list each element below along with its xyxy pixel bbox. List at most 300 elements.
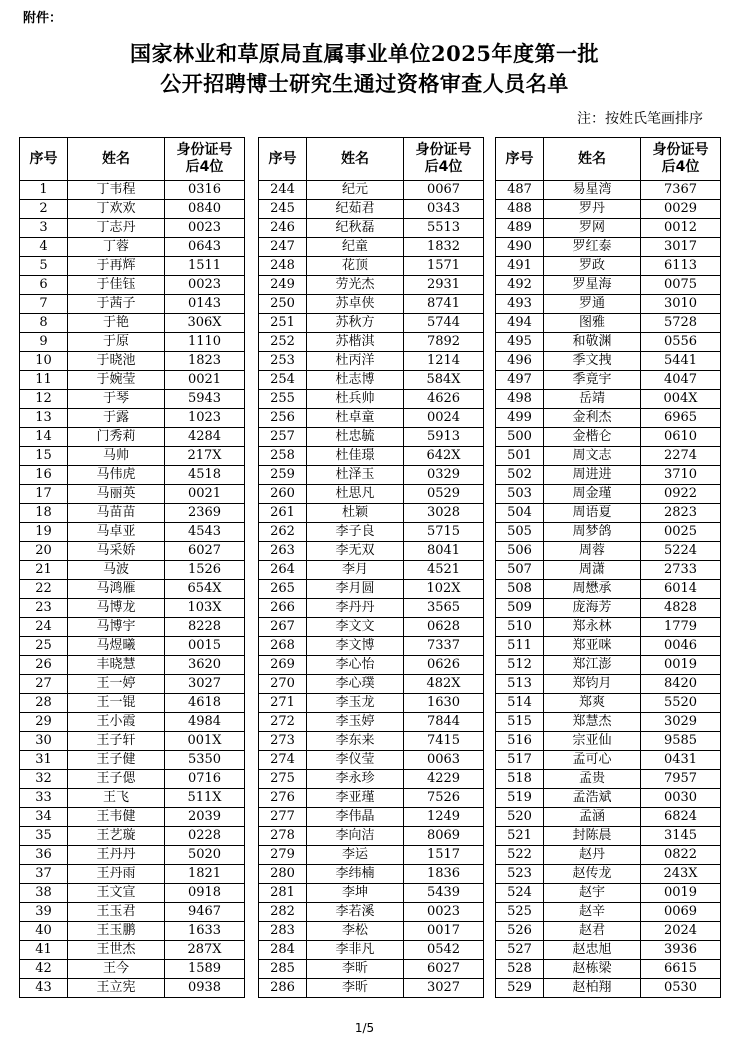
table-row (259, 219, 484, 238)
cell-id: 0626 (404, 656, 484, 675)
cell-name: 罗通 (544, 295, 641, 314)
cell-seq: 37 (20, 865, 68, 884)
table-row (496, 960, 721, 979)
table-row (20, 561, 245, 580)
cell-name: 周进进 (544, 466, 641, 485)
cell-name: 赵柏翔 (544, 979, 641, 998)
cell-name: 纪秋磊 (307, 219, 404, 238)
cell-name: 王立宪 (68, 979, 165, 998)
cell-name: 王小霞 (68, 713, 165, 732)
cell-name: 金楷仑 (544, 428, 641, 447)
cell-id: 0067 (404, 181, 484, 200)
cell-name: 李运 (307, 846, 404, 865)
cell-id: 0019 (641, 656, 721, 675)
table-row (496, 846, 721, 865)
table-row (259, 865, 484, 884)
cell-id: 1836 (404, 865, 484, 884)
cell-seq: 269 (259, 656, 307, 675)
cell-seq: 488 (496, 200, 544, 219)
cell-name: 周懋承 (544, 580, 641, 599)
cell-seq: 25 (20, 637, 68, 656)
cell-seq: 244 (259, 181, 307, 200)
cell-seq: 262 (259, 523, 307, 542)
cell-name: 杜思凡 (307, 485, 404, 504)
table-row (259, 884, 484, 903)
cell-name: 李子良 (307, 523, 404, 542)
cell-name: 赵宇 (544, 884, 641, 903)
cell-name: 罗政 (544, 257, 641, 276)
table-row (259, 295, 484, 314)
cell-seq: 502 (496, 466, 544, 485)
table-row (496, 276, 721, 295)
cell-seq: 489 (496, 219, 544, 238)
table-row (496, 713, 721, 732)
cell-id: 0228 (165, 827, 245, 846)
table-row (259, 238, 484, 257)
table-row (259, 428, 484, 447)
cell-id: 3936 (641, 941, 721, 960)
table-row (20, 523, 245, 542)
cell-seq: 33 (20, 789, 68, 808)
cell-id: 5439 (404, 884, 484, 903)
cell-name: 马采娇 (68, 542, 165, 561)
table-row (259, 561, 484, 580)
cell-id: 6965 (641, 409, 721, 428)
cell-id: 0431 (641, 751, 721, 770)
table-row (496, 884, 721, 903)
cell-id: 1110 (165, 333, 245, 352)
table-row (20, 295, 245, 314)
cell-seq: 529 (496, 979, 544, 998)
cell-seq: 281 (259, 884, 307, 903)
cell-id: 4626 (404, 390, 484, 409)
cell-seq: 263 (259, 542, 307, 561)
cell-name: 李伟晶 (307, 808, 404, 827)
cell-seq: 493 (496, 295, 544, 314)
table-row (496, 751, 721, 770)
header-id (404, 138, 484, 181)
cell-id: 1630 (404, 694, 484, 713)
cell-name: 杜颖 (307, 504, 404, 523)
cell-name: 李玉龙 (307, 694, 404, 713)
cell-seq: 504 (496, 504, 544, 523)
cell-id: 0643 (165, 238, 245, 257)
header-id (641, 138, 721, 181)
header-id-text: 身份证号后4位 (652, 142, 709, 175)
table-row (20, 257, 245, 276)
cell-id: 0025 (641, 523, 721, 542)
table-row (20, 827, 245, 846)
cell-id: 6113 (641, 257, 721, 276)
table-row (20, 637, 245, 656)
table-row (259, 390, 484, 409)
cell-id: 5728 (641, 314, 721, 333)
cell-id: 8069 (404, 827, 484, 846)
cell-name: 李若溪 (307, 903, 404, 922)
table-row (259, 314, 484, 333)
cell-seq: 18 (20, 504, 68, 523)
cell-name: 周蓉 (544, 542, 641, 561)
cell-seq: 30 (20, 732, 68, 751)
cell-name: 李仪莹 (307, 751, 404, 770)
table-row (259, 960, 484, 979)
cell-seq: 9 (20, 333, 68, 352)
cell-name: 孟可心 (544, 751, 641, 770)
cell-id: 6027 (165, 542, 245, 561)
cell-name: 郑钧月 (544, 675, 641, 694)
cell-name: 郑亚咪 (544, 637, 641, 656)
table-row (259, 979, 484, 998)
table-row (259, 580, 484, 599)
table-row (20, 200, 245, 219)
cell-seq: 520 (496, 808, 544, 827)
cell-name: 赵君 (544, 922, 641, 941)
cell-name: 罗网 (544, 219, 641, 238)
cell-id: 584X (404, 371, 484, 390)
cell-id: 6615 (641, 960, 721, 979)
cell-name: 丁志丹 (68, 219, 165, 238)
cell-name: 杜佳璟 (307, 447, 404, 466)
roster-table-1 (19, 137, 245, 998)
table-row (496, 352, 721, 371)
cell-name: 周语夏 (544, 504, 641, 523)
cell-id: 642X (404, 447, 484, 466)
table-row (259, 485, 484, 504)
cell-id: 0918 (165, 884, 245, 903)
cell-id: 217X (165, 447, 245, 466)
cell-id: 7892 (404, 333, 484, 352)
cell-seq: 513 (496, 675, 544, 694)
cell-name: 李坤 (307, 884, 404, 903)
cell-id: 1249 (404, 808, 484, 827)
cell-seq: 503 (496, 485, 544, 504)
cell-seq: 270 (259, 675, 307, 694)
cell-seq: 43 (20, 979, 68, 998)
cell-id: 0075 (641, 276, 721, 295)
cell-seq: 280 (259, 865, 307, 884)
table-row (259, 352, 484, 371)
cell-id: 7415 (404, 732, 484, 751)
table-row (20, 504, 245, 523)
cell-name: 罗红泰 (544, 238, 641, 257)
header-name: 姓名 (544, 138, 641, 181)
table-row (496, 466, 721, 485)
cell-id: 1517 (404, 846, 484, 865)
cell-seq: 38 (20, 884, 68, 903)
header-seq: 序号 (20, 138, 68, 181)
header-id-text: 身份证号后4位 (176, 142, 233, 175)
cell-id: 0840 (165, 200, 245, 219)
table-row (20, 922, 245, 941)
table-row (496, 789, 721, 808)
document-title-line2: 公开招聘博士研究生通过资格审查人员名单 (160, 71, 569, 96)
cell-name: 赵传龙 (544, 865, 641, 884)
cell-seq: 248 (259, 257, 307, 276)
cell-name: 纪元 (307, 181, 404, 200)
cell-name: 于艳 (68, 314, 165, 333)
sort-note: 注：按姓氏笔画排序 (577, 111, 703, 127)
table-row (259, 922, 484, 941)
table-row (259, 827, 484, 846)
cell-name: 于再辉 (68, 257, 165, 276)
cell-name: 王艺璇 (68, 827, 165, 846)
header-id-text: 身份证号后4位 (415, 142, 472, 175)
table-row (496, 732, 721, 751)
table-row (259, 466, 484, 485)
table-row (259, 808, 484, 827)
table-row (259, 732, 484, 751)
table-row (20, 181, 245, 200)
cell-seq: 251 (259, 314, 307, 333)
table-row (259, 713, 484, 732)
cell-id: 4618 (165, 694, 245, 713)
table-row (496, 238, 721, 257)
cell-seq: 508 (496, 580, 544, 599)
cell-seq: 17 (20, 485, 68, 504)
cell-seq: 8 (20, 314, 68, 333)
table-row (20, 770, 245, 789)
cell-name: 杜忠毓 (307, 428, 404, 447)
table-row (259, 257, 484, 276)
table-row (20, 428, 245, 447)
cell-seq: 6 (20, 276, 68, 295)
cell-id: 2274 (641, 447, 721, 466)
cell-name: 丁韦程 (68, 181, 165, 200)
cell-name: 于茜子 (68, 295, 165, 314)
cell-seq: 254 (259, 371, 307, 390)
cell-seq: 267 (259, 618, 307, 637)
cell-name: 王子偲 (68, 770, 165, 789)
header-name: 姓名 (68, 138, 165, 181)
cell-seq: 39 (20, 903, 68, 922)
cell-name: 孟浩斌 (544, 789, 641, 808)
cell-id: 103X (165, 599, 245, 618)
cell-id: 1511 (165, 257, 245, 276)
table-row (259, 599, 484, 618)
table-row (496, 770, 721, 789)
table-row (20, 352, 245, 371)
table-row (496, 219, 721, 238)
table-row (259, 694, 484, 713)
cell-name: 于露 (68, 409, 165, 428)
cell-name: 周潇 (544, 561, 641, 580)
table-row (20, 675, 245, 694)
cell-id: 7367 (641, 181, 721, 200)
cell-seq: 277 (259, 808, 307, 827)
cell-id: 3565 (404, 599, 484, 618)
table-row (20, 884, 245, 903)
cell-id: 1821 (165, 865, 245, 884)
cell-seq: 516 (496, 732, 544, 751)
cell-name: 李玉婷 (307, 713, 404, 732)
cell-seq: 250 (259, 295, 307, 314)
cell-seq: 22 (20, 580, 68, 599)
table-row (20, 903, 245, 922)
cell-name: 苏卓侠 (307, 295, 404, 314)
cell-seq: 278 (259, 827, 307, 846)
cell-seq: 514 (496, 694, 544, 713)
cell-id: 0610 (641, 428, 721, 447)
cell-name: 王玉君 (68, 903, 165, 922)
table-row (496, 599, 721, 618)
table-row (20, 732, 245, 751)
cell-id: 0716 (165, 770, 245, 789)
cell-seq: 11 (20, 371, 68, 390)
cell-name: 花顶 (307, 257, 404, 276)
cell-id: 7337 (404, 637, 484, 656)
cell-id: 4828 (641, 599, 721, 618)
cell-seq: 264 (259, 561, 307, 580)
cell-id: 0029 (641, 200, 721, 219)
cell-id: 4229 (404, 770, 484, 789)
cell-seq: 259 (259, 466, 307, 485)
cell-name: 周金瑾 (544, 485, 641, 504)
cell-id: 1633 (165, 922, 245, 941)
cell-name: 王一锟 (68, 694, 165, 713)
cell-name: 李纬楠 (307, 865, 404, 884)
roster-table-2 (258, 137, 484, 998)
table-row (20, 409, 245, 428)
cell-name: 赵忠旭 (544, 941, 641, 960)
table-row (20, 447, 245, 466)
cell-name: 马丽英 (68, 485, 165, 504)
table-row (20, 694, 245, 713)
cell-name: 庞海芳 (544, 599, 641, 618)
table-row (20, 238, 245, 257)
cell-id: 7844 (404, 713, 484, 732)
cell-seq: 497 (496, 371, 544, 390)
table-row (259, 333, 484, 352)
cell-name: 李文博 (307, 637, 404, 656)
table-row (20, 979, 245, 998)
cell-id: 3010 (641, 295, 721, 314)
cell-id: 287X (165, 941, 245, 960)
cell-id: 8420 (641, 675, 721, 694)
table-row (259, 504, 484, 523)
cell-id: 7957 (641, 770, 721, 789)
table-row (496, 295, 721, 314)
cell-id: 4518 (165, 466, 245, 485)
cell-seq: 260 (259, 485, 307, 504)
cell-seq: 509 (496, 599, 544, 618)
cell-name: 王飞 (68, 789, 165, 808)
table-row (496, 903, 721, 922)
cell-id: 0019 (641, 884, 721, 903)
table-row (20, 466, 245, 485)
cell-name: 王世杰 (68, 941, 165, 960)
cell-seq: 522 (496, 846, 544, 865)
cell-name: 马苗苗 (68, 504, 165, 523)
table-row (259, 846, 484, 865)
cell-name: 马鸿雁 (68, 580, 165, 599)
cell-seq: 34 (20, 808, 68, 827)
cell-name: 杜卓童 (307, 409, 404, 428)
cell-seq: 490 (496, 238, 544, 257)
table-row (496, 637, 721, 656)
cell-id: 3028 (404, 504, 484, 523)
cell-seq: 255 (259, 390, 307, 409)
cell-seq: 495 (496, 333, 544, 352)
cell-name: 孟涵 (544, 808, 641, 827)
cell-name: 纪童 (307, 238, 404, 257)
cell-id: 482X (404, 675, 484, 694)
table-row (259, 523, 484, 542)
cell-id: 102X (404, 580, 484, 599)
cell-seq: 492 (496, 276, 544, 295)
cell-id: 4521 (404, 561, 484, 580)
cell-name: 宗亚仙 (544, 732, 641, 751)
cell-id: 1571 (404, 257, 484, 276)
cell-name: 季文拽 (544, 352, 641, 371)
cell-seq: 1 (20, 181, 68, 200)
header-id (165, 138, 245, 181)
cell-name: 李文文 (307, 618, 404, 637)
table-row (20, 580, 245, 599)
cell-id: 0329 (404, 466, 484, 485)
cell-id: 1589 (165, 960, 245, 979)
cell-id: 1779 (641, 618, 721, 637)
cell-id: 0015 (165, 637, 245, 656)
cell-seq: 273 (259, 732, 307, 751)
table-row (20, 941, 245, 960)
cell-id: 0343 (404, 200, 484, 219)
cell-id: 7526 (404, 789, 484, 808)
cell-seq: 274 (259, 751, 307, 770)
cell-id: 2823 (641, 504, 721, 523)
cell-id: 6027 (404, 960, 484, 979)
table-row (259, 371, 484, 390)
cell-name: 李向洁 (307, 827, 404, 846)
cell-id: 2039 (165, 808, 245, 827)
cell-name: 郑永林 (544, 618, 641, 637)
cell-seq: 4 (20, 238, 68, 257)
cell-seq: 266 (259, 599, 307, 618)
cell-id: 0556 (641, 333, 721, 352)
table-row (20, 618, 245, 637)
cell-name: 王玉鹏 (68, 922, 165, 941)
cell-seq: 519 (496, 789, 544, 808)
cell-name: 李松 (307, 922, 404, 941)
cell-name: 于晓池 (68, 352, 165, 371)
cell-seq: 257 (259, 428, 307, 447)
cell-name: 赵栋梁 (544, 960, 641, 979)
cell-name: 劳光杰 (307, 276, 404, 295)
table-row (496, 181, 721, 200)
cell-seq: 10 (20, 352, 68, 371)
table-row (259, 409, 484, 428)
cell-seq: 283 (259, 922, 307, 941)
cell-seq: 521 (496, 827, 544, 846)
table-row (496, 941, 721, 960)
table-row (259, 637, 484, 656)
cell-name: 杜兵帅 (307, 390, 404, 409)
cell-id: 3145 (641, 827, 721, 846)
cell-seq: 16 (20, 466, 68, 485)
cell-name: 封陈晨 (544, 827, 641, 846)
table-row (496, 580, 721, 599)
table-row (259, 542, 484, 561)
table-row (259, 276, 484, 295)
cell-id: 3710 (641, 466, 721, 485)
cell-seq: 279 (259, 846, 307, 865)
cell-seq: 14 (20, 428, 68, 447)
cell-id: 3029 (641, 713, 721, 732)
cell-name: 和敬渊 (544, 333, 641, 352)
cell-name: 丁蓉 (68, 238, 165, 257)
cell-name: 于婉莹 (68, 371, 165, 390)
cell-seq: 21 (20, 561, 68, 580)
cell-name: 李无双 (307, 542, 404, 561)
